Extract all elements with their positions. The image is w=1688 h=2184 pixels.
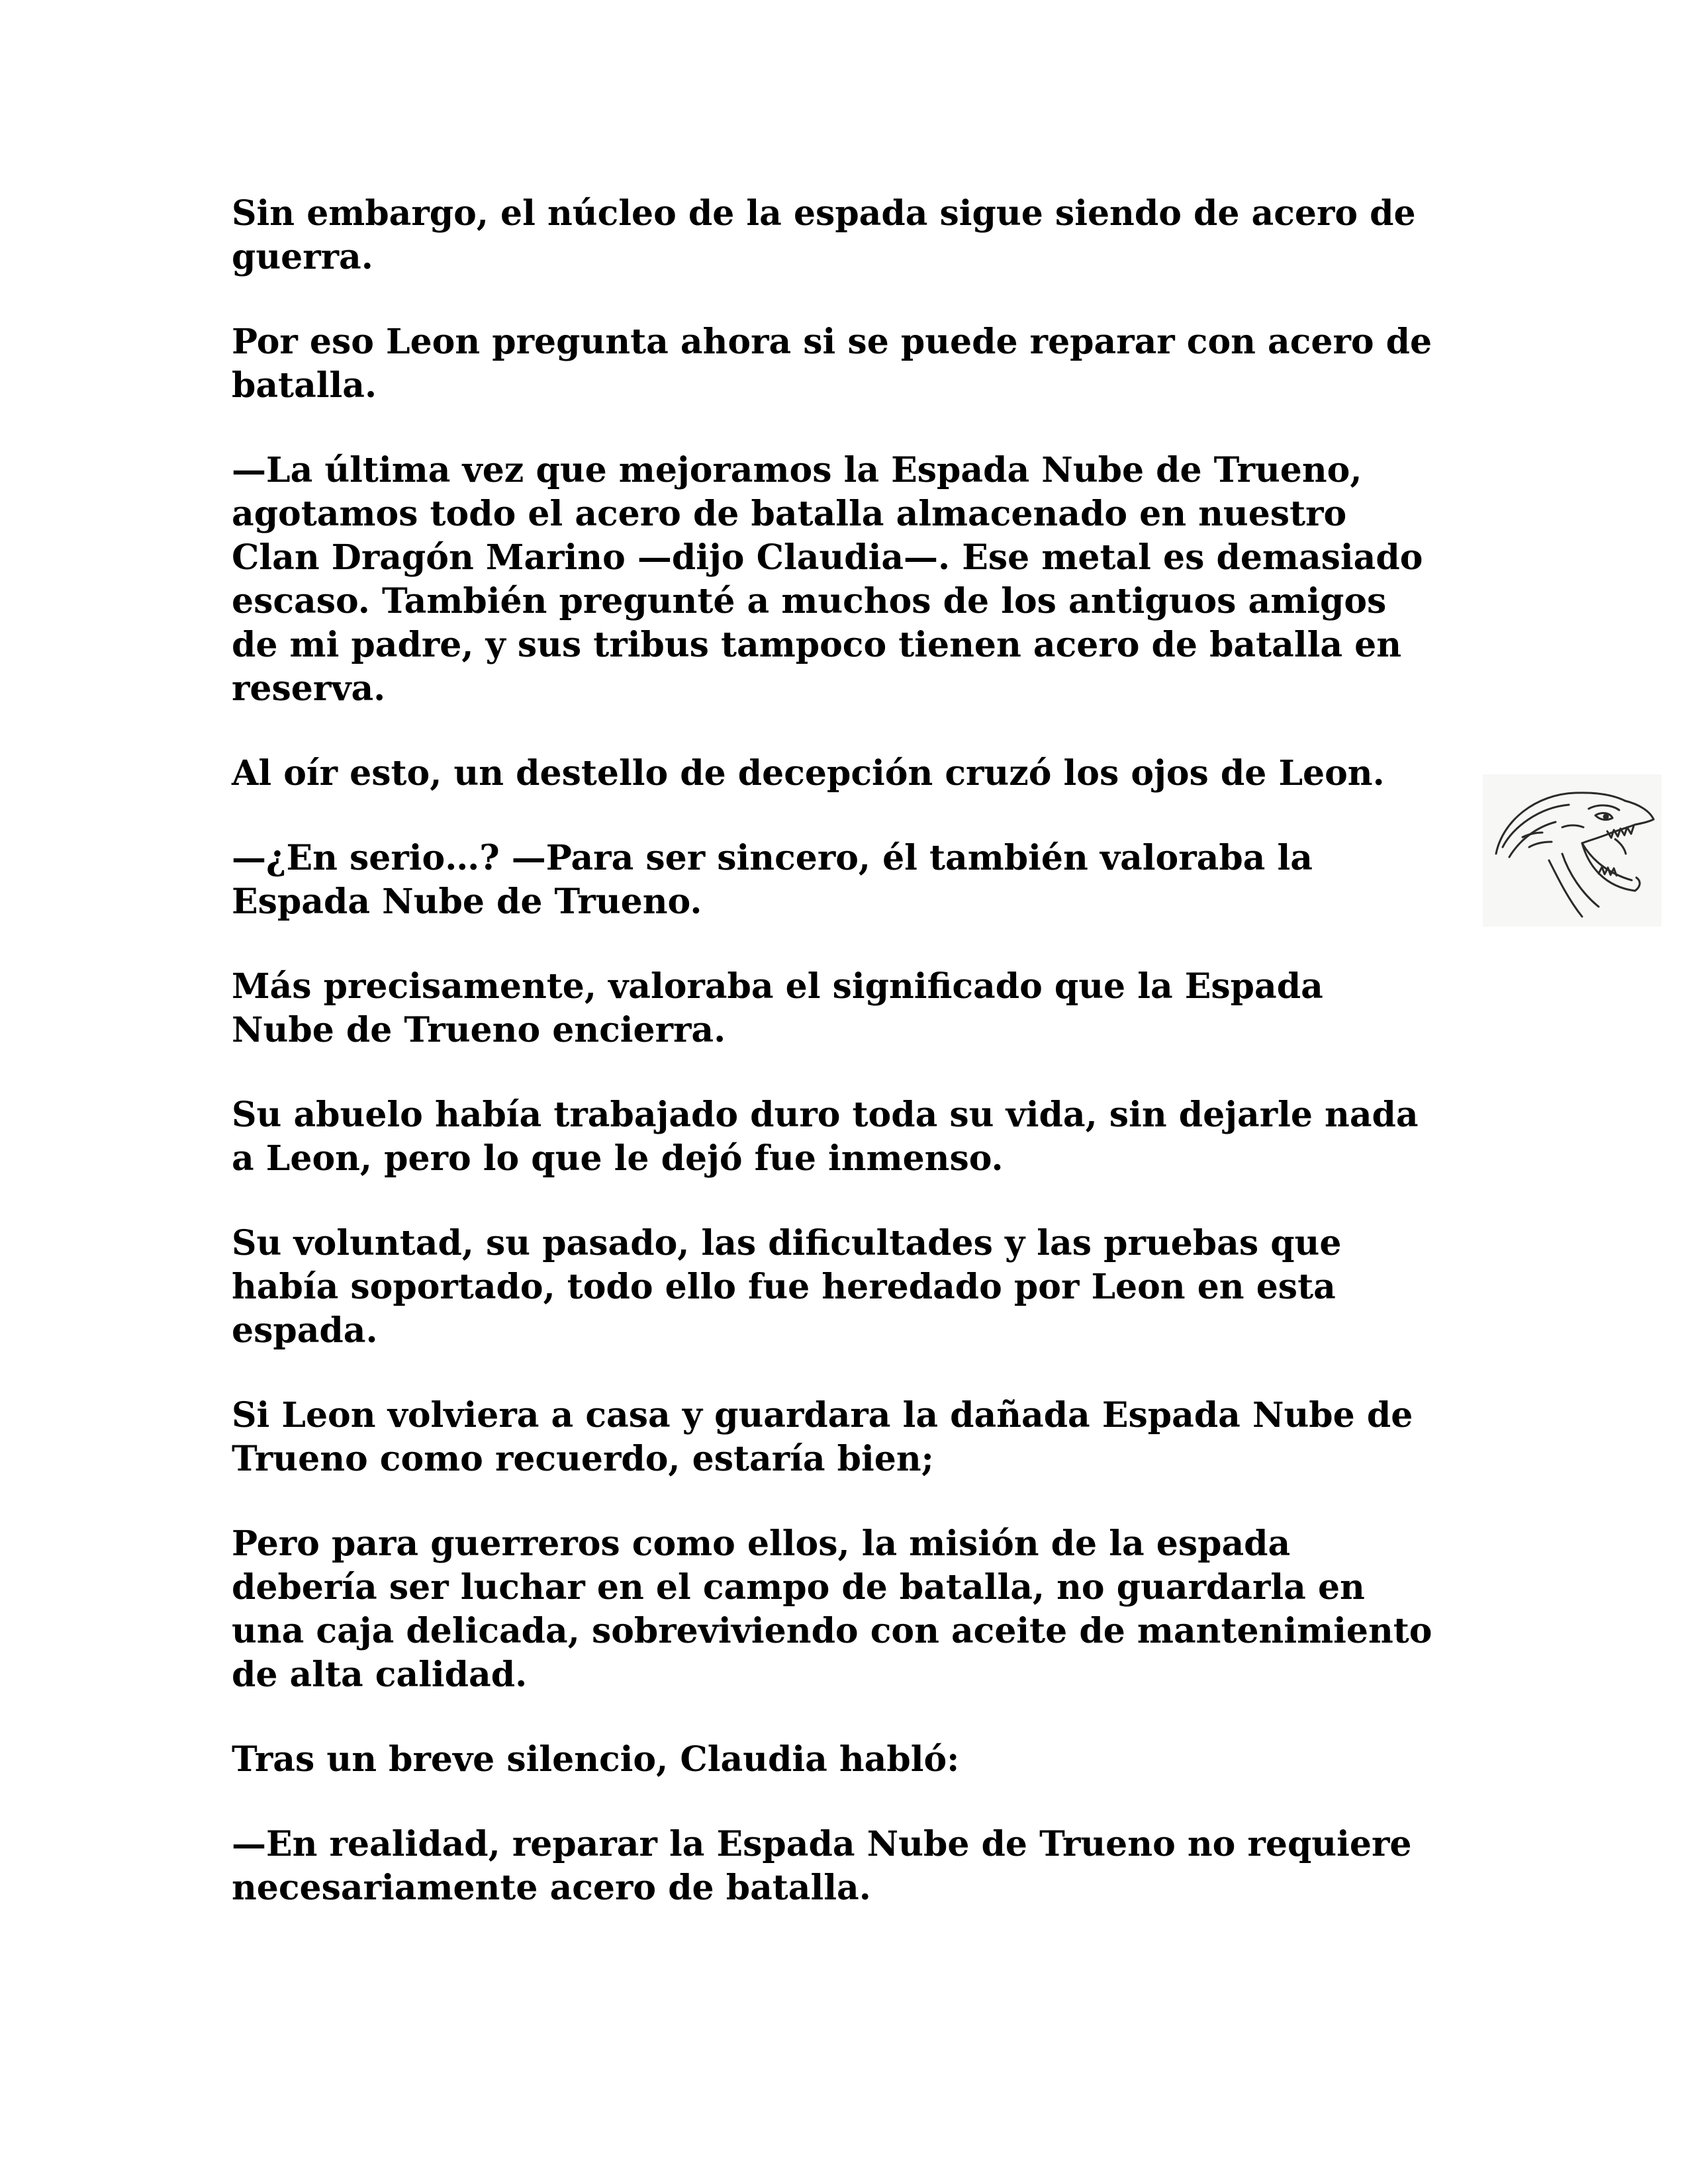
dinosaur-head-icon xyxy=(1483,774,1662,927)
paragraph: —¿En serio…? —Para ser sincero, él también valoraba la Espada Nube de Trueno. xyxy=(232,838,1313,922)
body-text xyxy=(232,192,1436,1951)
paragraph: Al oír esto, un destello de decepción cruzó los ojos de Leon. xyxy=(232,753,1385,794)
paragraph: Más precisamente, valoraba el significado que la Espada Nube de Trueno encierra. xyxy=(232,966,1323,1050)
paragraph: Sin embargo, el núcleo de la espada sigue siendo de acero de guerra. xyxy=(232,193,1416,277)
paragraph: —La última vez que mejoramos la Espada Nube de Trueno, agotamos todo el acero de batalla almacenado en nuestro Clan Dragón Marino —dijo Claudia—. Ese metal es demasiado escaso. También pregunté a muchos de los antiguos amigos de mi padre, y sus tribus tampoco tienen acero de batalla en reserva. xyxy=(232,450,1423,709)
paragraph: Tras un breve silencio, Claudia habló: xyxy=(232,1739,960,1780)
paragraph: Su abuelo había trabajado duro toda su vida, sin dejarle nada a Leon, pero lo que le dejó fue inmenso. xyxy=(232,1095,1419,1179)
paragraph: Si Leon volviera a casa y guardara la dañada Espada Nube de Trueno como recuerdo, estaría bien; xyxy=(232,1395,1413,1479)
paragraph: —En realidad, reparar la Espada Nube de Trueno no requiere necesariamente acero de batalla. xyxy=(232,1824,1412,1908)
paragraph: Pero para guerreros como ellos, la misión de la espada debería ser luchar en el campo de batalla, no guardarla en una caja delicada, sobreviviendo con aceite de mantenimiento de alta calidad. xyxy=(232,1524,1432,1695)
paragraph: Por eso Leon pregunta ahora si se puede reparar con acero de batalla. xyxy=(232,322,1432,406)
paragraph: Su voluntad, su pasado, las dificultades y las pruebas que había soportado, todo ello fue heredado por Leon en esta espada. xyxy=(232,1223,1342,1351)
